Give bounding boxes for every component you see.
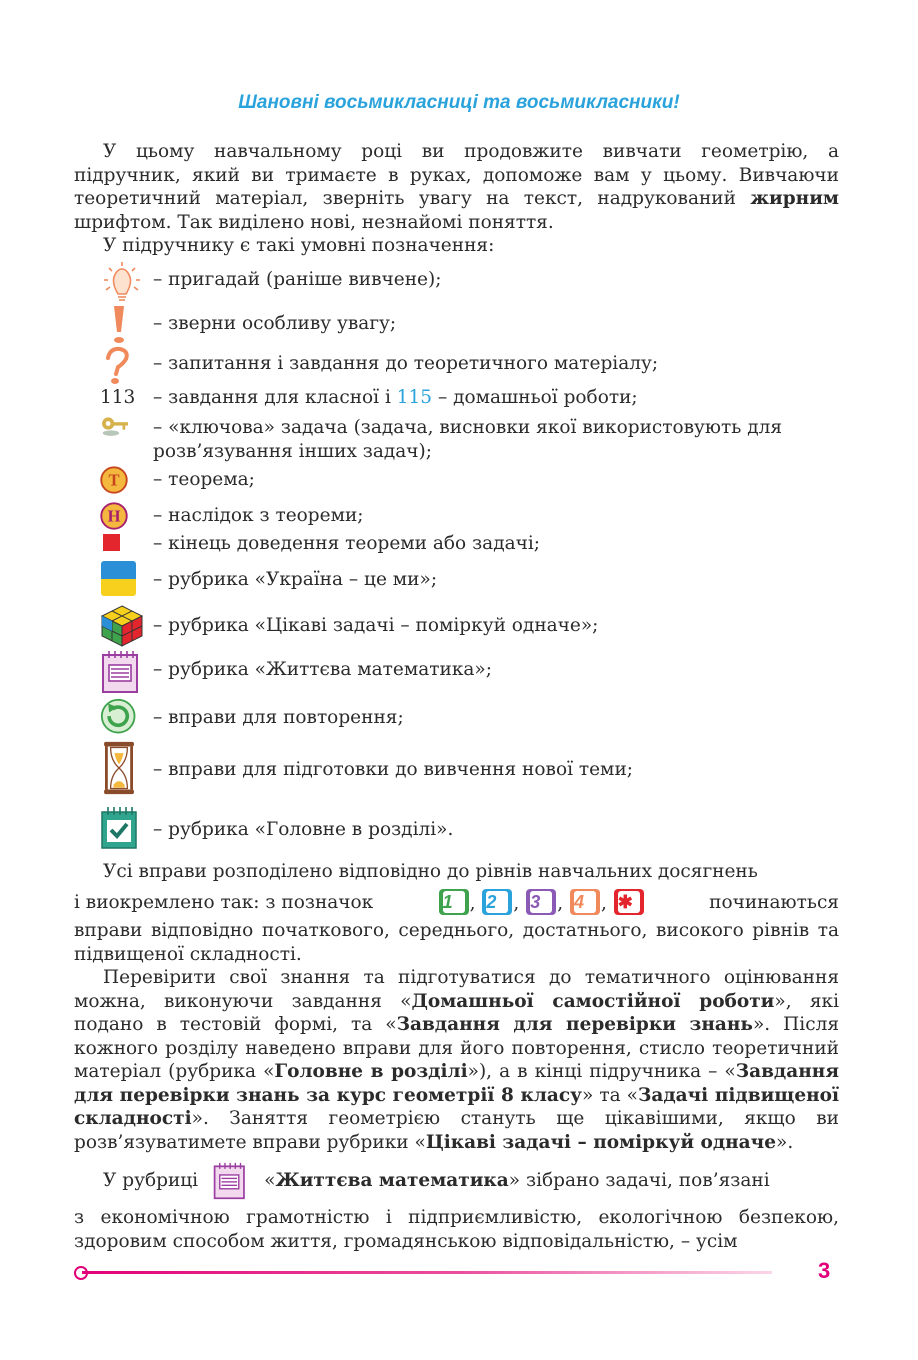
legend-text: – вправи для повторення; — [153, 707, 404, 728]
notepad-icon — [100, 650, 144, 694]
levels-paragraph-line1: Усі вправи розподілено відповідно до рівнів навчальних досягнень — [103, 861, 758, 882]
svg-text:Т: Т — [108, 470, 120, 490]
legend-item — [100, 560, 840, 600]
home-task-number: 115 — [396, 387, 433, 408]
legend-item — [100, 260, 840, 300]
level-4-badge: 4 — [570, 889, 600, 915]
legend-text: – рубрика «Головне в розділі». — [153, 819, 454, 840]
lightbulb-icon — [100, 260, 144, 304]
class-task-number: 113 — [100, 387, 136, 408]
legend-item — [100, 414, 840, 464]
legend-text: – пригадай (раніше вивчене); — [153, 269, 442, 290]
legend-item — [100, 304, 840, 344]
notepad-icon — [212, 1162, 250, 1200]
legend-item — [100, 650, 840, 690]
hourglass-icon — [100, 740, 138, 796]
level-badges: 1 , 2 , 3 , 4 , ✱ — [438, 889, 645, 916]
legend-item — [100, 806, 840, 846]
corollary-icon — [100, 502, 128, 530]
theorem-icon — [100, 466, 128, 494]
footer-line — [82, 1271, 772, 1274]
cube-icon — [100, 604, 144, 648]
legend-intro: У підручнику є такі умовні позначення: — [103, 235, 495, 256]
red-square-icon — [103, 534, 120, 551]
legend-item — [100, 698, 840, 738]
legend-text: – наслідок з теореми; — [153, 505, 364, 526]
page-heading: Шановні восьмикласниці та восьмикласники! — [238, 92, 680, 113]
level-1-badge: 1 — [439, 889, 469, 915]
legend-text: – «ключова» задача (задача, висновки якої використовують для розв’язування інших задач); — [153, 417, 783, 462]
ukraine-flag-icon — [101, 561, 136, 596]
legend-text: – вправи для підготовки до вивчення нової теми; — [153, 759, 634, 780]
levels-badges-line: і виокремлено так: з позначок 1 , 2 , 3 , 4 , ✱ починаються — [74, 889, 839, 916]
legend-item — [100, 466, 840, 506]
checklist-icon — [100, 806, 144, 850]
question-icon — [100, 346, 144, 390]
svg-text:Н: Н — [107, 506, 121, 526]
legend-text: – рубрика «Цікаві задачі – поміркуй одначе»; — [153, 615, 599, 636]
legend-text: – запитання і завдання до теоретичного матеріалу; — [153, 353, 659, 374]
level-star-badge: ✱ — [614, 889, 644, 915]
exclamation-icon — [100, 304, 144, 348]
legend-text: – рубрика «Україна – це ми»; — [153, 569, 438, 590]
key-icon — [100, 414, 130, 444]
repeat-icon — [100, 698, 140, 738]
levels-paragraph-rest: вправи відповідно початкового, середнього, достатнього, високого рівнів та підвищеної складності. — [74, 920, 839, 965]
legend-text: – рубрика «Життєва математика»; — [153, 659, 492, 680]
legend-text: – кінець доведення теореми або задачі; — [153, 533, 541, 554]
life-math-line: У рубриці «Життєва математика» зібрано задачі, пов’язані — [74, 1162, 839, 1200]
legend-item — [100, 604, 840, 644]
legend-item — [100, 740, 840, 798]
page-number: 3 — [818, 1258, 831, 1283]
intro-paragraph: У цьому навчальному році ви продовжите вивчати геометрію, а підручник, який ви тримаєте в руках, допоможе вам у цьому. Вивчаючи теоретичний матеріал, зверніть увагу на текст, надрукований жирним шрифтом. Так виділено нові, незнайомі поняття. — [74, 141, 839, 233]
level-2-badge: 2 — [482, 889, 512, 915]
life-math-rest: з економічною грамотністю і підприємливістю, екологічною безпекою, здоровим способом життя, громадянською відповідальністю, – усім — [74, 1207, 839, 1252]
legend-item — [100, 346, 840, 386]
legend-text: – завдання для класної і 115 – домашньої роботи; — [153, 387, 638, 408]
legend-text: – зверни особливу увагу; — [153, 313, 397, 334]
level-3-badge: 3 — [526, 889, 556, 915]
check-paragraph: Перевірити свої знання та підготуватися до тематичного оцінювання можна, виконуючи завдання «Домашньої самостійної роботи», які подано в тестовій формі, та «Завдання для перевірки знань». Після кожного розділу наведено вправи для його повторення, стисло теоретичний матеріал (рубрика «Головне в розділі»), а в кінці підручника – «Завдання для перевірки знань за курс геометрії 8 класу» та «Задачі підвищеної складності». Заняття геометрією стануть ще цікавішими, якщо ви розв’язуватимете вправи рубрики «Цікаві задачі – поміркуй одначе». — [74, 967, 839, 1153]
legend-text: – теорема; — [153, 469, 255, 490]
